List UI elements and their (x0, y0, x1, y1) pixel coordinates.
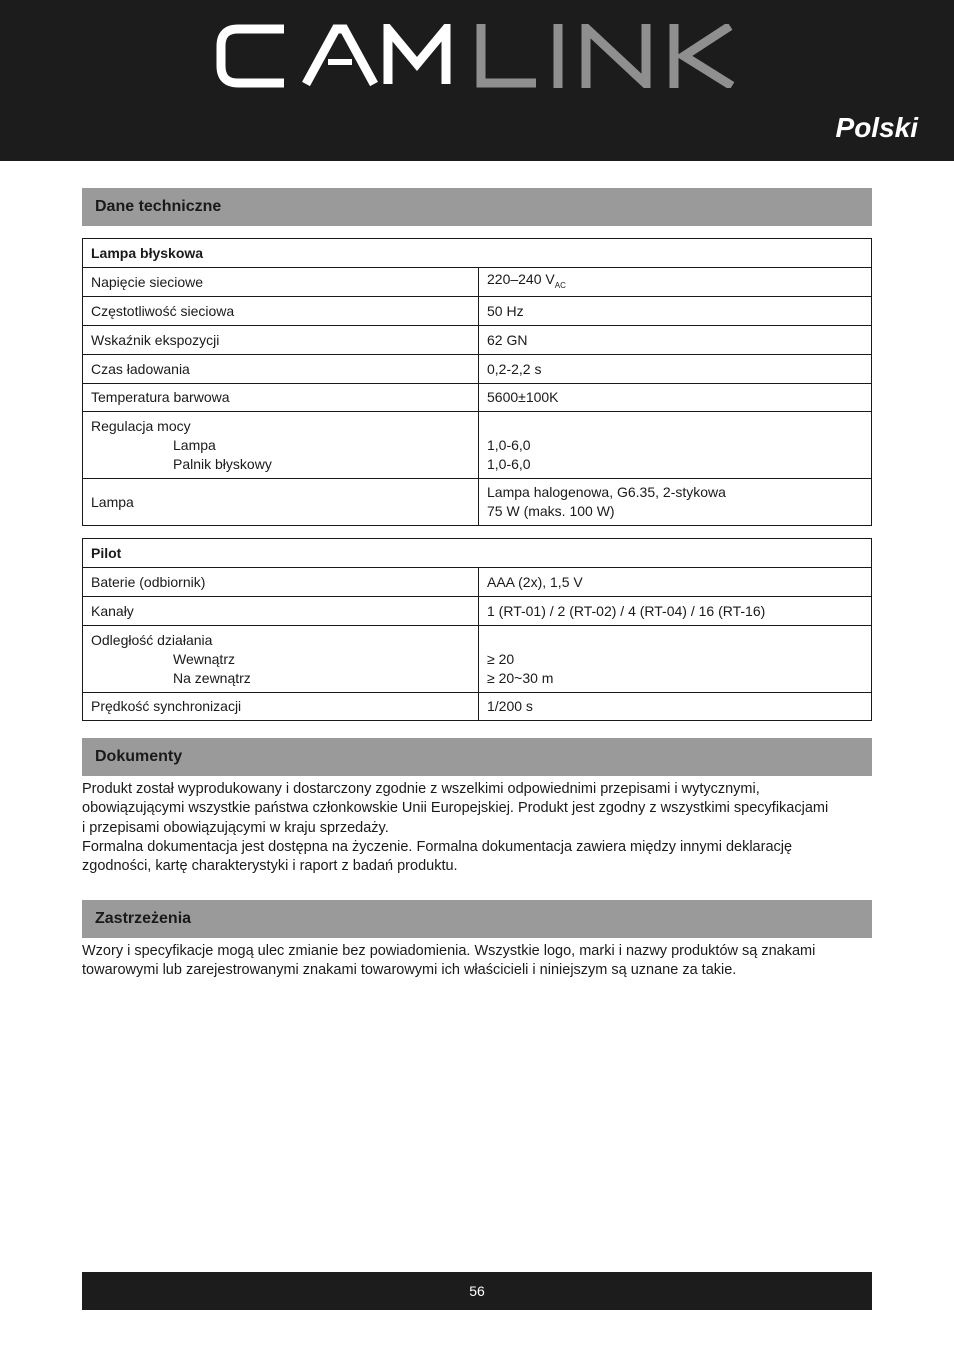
spec-label: Prędkość synchronizacji (83, 693, 479, 721)
lamp-line1: Lampa halogenowa, G6.35, 2-stykowa (487, 484, 726, 500)
section-docs-title: Dokumenty (95, 748, 183, 765)
section-specs-bar (82, 188, 872, 226)
spec-value: 62 GN (479, 326, 872, 355)
spec-label: Kanały (83, 597, 479, 626)
range-val-outdoor: ≥ 20~30 m (487, 669, 554, 686)
spec-value: 220–240 $V_{AC}$ (479, 268, 872, 297)
spec-value: 5600±100K (479, 384, 872, 412)
table-row (83, 384, 872, 412)
text-line: Wzory i specyfikacje mogą ulec zmianie bez powiadomienia. Wszystkie logo, marki i nazwy produktów są znakami (82, 943, 816, 959)
spec-label: Wskaźnik ekspozycji (83, 326, 479, 355)
lamp-line2: 75 W (maks. 100 W) (487, 503, 615, 519)
spec-label: Częstotliwość sieciowa (83, 297, 479, 326)
table-title: Pilot (83, 539, 872, 568)
section-disclaimer-title: Zastrzeżenia (95, 910, 192, 927)
spec-label: Baterie (odbiornik) (83, 568, 479, 597)
table-title-row (83, 239, 872, 268)
table-row (83, 326, 872, 355)
flash-spec-table (82, 238, 872, 526)
spec-label: Napięcie sieciowe (83, 268, 479, 297)
text-line: i przepisami obowiązującymi w kraju sprzedaży. (82, 819, 389, 836)
table-title: Lampa błyskowa (83, 239, 872, 268)
page-number: 56 (469, 1283, 485, 1299)
spec-value (479, 626, 872, 693)
power-sub-lamp: Lampa (173, 436, 216, 453)
disclaimer-paragraph (82, 942, 872, 981)
docs-paragraph (82, 780, 872, 876)
power-val-lamp: 1,0-6,0 (487, 436, 531, 453)
section-specs-title: Dane techniczne (95, 198, 222, 215)
table-row (83, 355, 872, 384)
power-sub-burner: Palnik błyskowy (173, 455, 272, 472)
range-label: Odległość działania (91, 631, 213, 648)
range-val-indoor: ≥ 20 (487, 650, 515, 667)
spec-value: 50 Hz (479, 297, 872, 326)
spec-value (479, 479, 872, 526)
table-row (83, 297, 872, 326)
spec-value (479, 412, 872, 479)
section-disclaimer-bar (82, 900, 872, 938)
remote-spec-table (82, 538, 872, 721)
spec-value: AAA (2x), 1,5 V (479, 568, 872, 597)
table-row (83, 412, 872, 479)
text-line: towarowymi lub zarejestrowanymi znakami towarowymi ich właścicieli i niniejszym są uznane za takie. (82, 962, 737, 979)
spec-label (83, 626, 479, 693)
spec-value: 0,2-2,2 s (479, 355, 872, 384)
table-row (83, 597, 872, 626)
text-line: obowiązującymi wszystkie państwa członkowskie Unii Europejskiej. Produkt jest zgodny z wszystkimi specyfikacjami (82, 800, 829, 817)
power-val-burner: 1,0-6,0 (487, 455, 531, 472)
table-row (83, 479, 872, 526)
spec-label: Lampa (83, 479, 479, 526)
text-line: zgodności, kartę charakterystyki i raport z badań produktu. (82, 858, 458, 875)
range-sub-outdoor: Na zewnątrz (173, 669, 251, 686)
spec-value: 1 (RT-01) / 2 (RT-02) / 4 (RT-04) / 16 (RT-16) (479, 597, 872, 626)
page-footer (82, 1272, 872, 1310)
range-sub-indoor: Wewnątrz (173, 650, 235, 667)
spec-label: Temperatura barwowa (83, 384, 479, 412)
table-row (83, 568, 872, 597)
table-row (83, 268, 872, 297)
text-line: Formalna dokumentacja jest dostępna na życzenie. Formalna dokumentacja zawiera między innymi deklarację (82, 838, 793, 855)
section-docs-bar (82, 738, 872, 776)
table-row (83, 693, 872, 721)
spec-label (83, 412, 479, 479)
text-line: Produkt został wyprodukowany i dostarczony zgodnie z wszelkimi odpowiednimi przepisami i wytycznymi, (82, 781, 760, 797)
table-row (83, 626, 872, 693)
page-header (0, 0, 954, 161)
language-label: Polski (835, 112, 918, 143)
table-title-row (83, 539, 872, 568)
power-label: Regulacja mocy (91, 417, 191, 434)
spec-value: 1/200 s (479, 693, 872, 721)
camlink-logo (216, 24, 738, 88)
spec-label: Czas ładowania (83, 355, 479, 384)
